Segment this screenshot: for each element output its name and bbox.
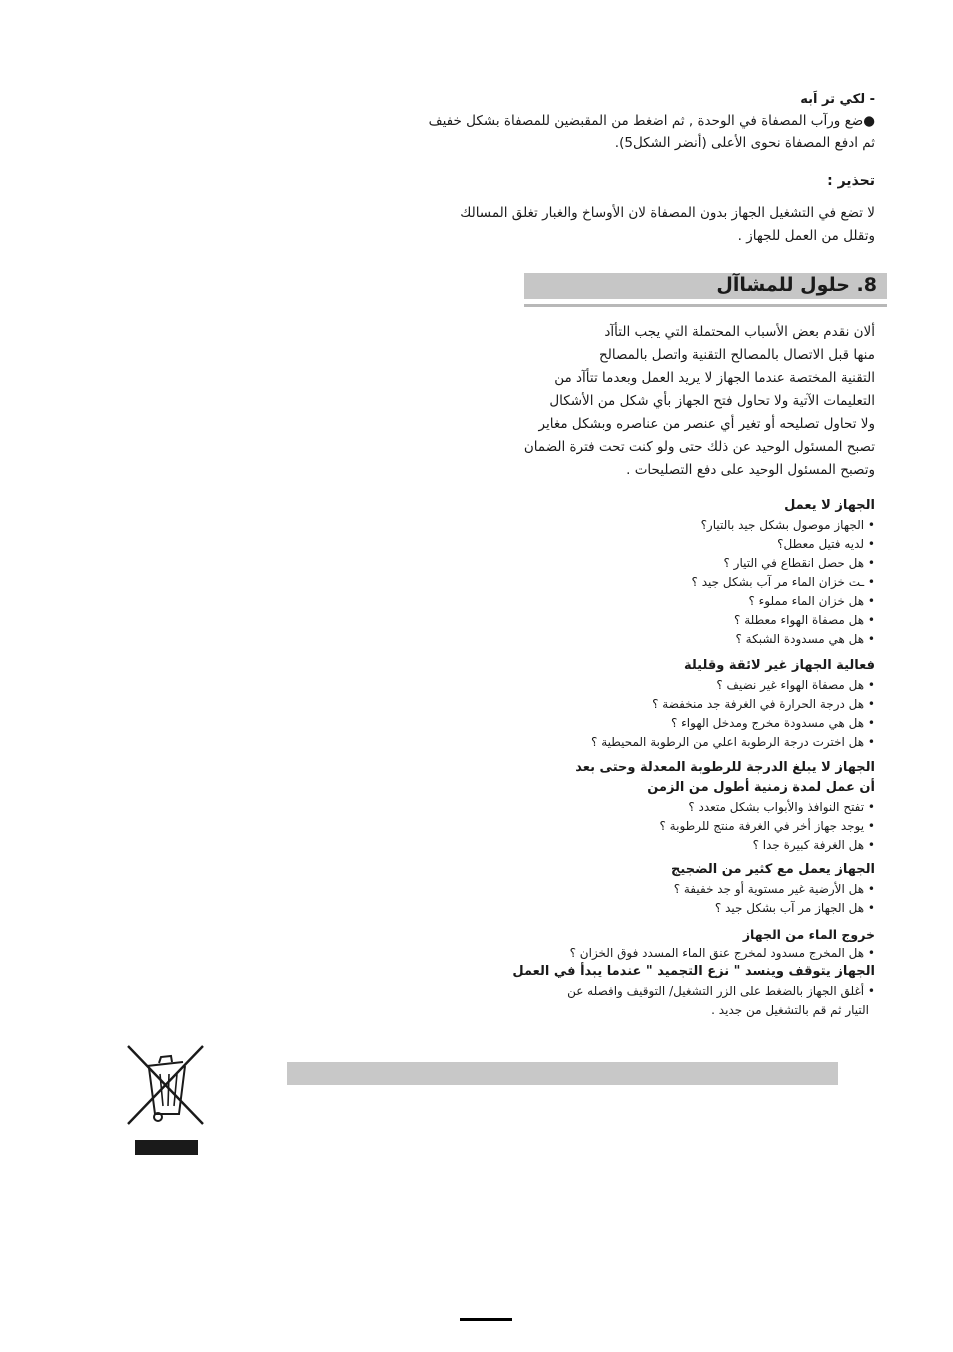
trouble-item: • هل حصل انقطاع في التيار ؟ bbox=[692, 554, 875, 573]
disposal-section-bar bbox=[287, 1062, 838, 1085]
trouble-title: الجهاز لا يبلغ الدرجة للرطوبة المعدلة وحتى بعد bbox=[575, 760, 875, 775]
trouble-title: فعالية الجهاز غير لائقة وقليلة bbox=[683, 658, 875, 673]
trouble-item-continued: التيار ثم قم بالتشغيل من جديد . bbox=[711, 1003, 869, 1017]
page-bottom-rule bbox=[460, 1318, 512, 1321]
trouble-title: خروج الماء من الجهاز bbox=[742, 927, 875, 942]
trouble-item: • هل خزان الماء مملوء ؟ bbox=[692, 592, 875, 611]
trouble-item: • هل الأرضية غير مستوية أو جد خفيفة ؟ bbox=[671, 880, 875, 899]
trouble-title-continued: أن عمل لمدة زمنية أطول من الزمن bbox=[647, 780, 875, 795]
trouble-item: • أغلق الجهاز بالضغط على الزر التشغيل/ التوقيف وافصله عن bbox=[512, 982, 875, 1001]
warning-line-1: لا تضع في التشغيل الجهاز بدون المصفاة لان الأوساخ والغبار تغلق المسالك bbox=[460, 205, 875, 221]
trouble-noise bbox=[671, 860, 875, 918]
trouble-item: • هل مصفاة الهواء غير نضيف ؟ bbox=[591, 676, 875, 695]
trouble-item: • لديه فتيل معطل؟ bbox=[692, 535, 875, 554]
section-underline bbox=[524, 304, 887, 307]
section-title: 8. حلول للمشاآل bbox=[716, 274, 877, 296]
trouble-water-leak bbox=[570, 925, 875, 963]
section-heading-bar bbox=[524, 273, 887, 299]
intro-line: منها قبل الاتصال بالمصالح التقنية واتصل بالمصالح bbox=[599, 347, 875, 363]
intro-paragraph bbox=[524, 321, 875, 482]
trouble-item: • يوجد جهاز أخر في الغرفة منتج للرطوبة ؟ bbox=[575, 817, 875, 836]
trouble-item: • ـت خزان الماء مر آب بشكل جيد ؟ bbox=[692, 573, 875, 592]
filter-install-line-2: ثم ادفع المصفاة نحوى الأعلى (أنضر الشكل5). bbox=[614, 135, 875, 151]
intro-line: التقنية المختصة عندما الجهاز لا يريد العمل وبعدما تتأآد من bbox=[554, 370, 875, 386]
trouble-item: • هل الجهاز مر آب بشكل جيد ؟ bbox=[671, 899, 875, 918]
trouble-not-working bbox=[692, 496, 875, 649]
trouble-item: • تفتح النوافذ والأبواب بشكل متعدد ؟ bbox=[575, 798, 875, 817]
trouble-item: • هل المخرج مسدود لمخرج عنق الماء المسدد فوق الخزان ؟ bbox=[570, 944, 875, 963]
intro-line: وتصبح المسئول الوحيد على دفع التصليحات . bbox=[626, 462, 875, 478]
warning-heading: تحذير : bbox=[827, 173, 875, 189]
trouble-item: • هل هي مسدودة مخرج ومدخل الهواء ؟ bbox=[591, 714, 875, 733]
trouble-item: • هل هي مسدودة الشبكة ؟ bbox=[692, 630, 875, 649]
trouble-title: الجهاز لا يعمل bbox=[784, 498, 875, 513]
trouble-defrost-stop bbox=[512, 962, 875, 1020]
trouble-item: • الجهاز موصول بشكل جيد بالتيار؟ bbox=[692, 516, 875, 535]
trouble-item: • هل الغرفة كبيرة جدا ؟ bbox=[575, 836, 875, 855]
warning-line-2: وتقلل من العمل للجهاز . bbox=[737, 228, 875, 244]
trouble-low-efficiency bbox=[591, 656, 875, 752]
warning-block bbox=[460, 170, 875, 248]
filter-install-line-1: ●ضع ورآب المصفاة في الوحدة , ثم اضغط من المقبضين للمصفاة بشكل خفيف bbox=[428, 113, 875, 129]
trouble-item: • هل درجة الحرارة في الغرفة جد منخفضة ؟ bbox=[591, 695, 875, 714]
crossed-out-wheelie-bin-icon bbox=[125, 1044, 205, 1158]
trouble-humidity-not-reached bbox=[575, 758, 875, 855]
intro-line: التعليمات الآتية ولا تحاول فتح الجهاز بأي شكل من الأشكال bbox=[549, 393, 875, 409]
trouble-item: • هل اخترت درجة الرطوبة اعلي من الرطوبة المحيطية ؟ bbox=[591, 733, 875, 752]
trouble-item: • هل مصفاة الهواء معطلة ؟ bbox=[692, 611, 875, 630]
filter-install-block bbox=[429, 90, 875, 154]
trouble-title: الجهاز يعمل مع كثير من الضجيج bbox=[671, 862, 875, 877]
intro-line: تصبح المسئول الوحيد عن ذلك حتى ولو كنت تحت فترة الضمان bbox=[523, 439, 875, 455]
trouble-title: الجهاز يتوقف وينسد " نزع التجميد " عندما يبدأ في العمل bbox=[512, 964, 875, 979]
filter-install-heading: - لكي تر اَبه bbox=[800, 92, 875, 107]
intro-line: ولا تحاول تصليحه أو تغير أي عنصر من عناصره وبشكل مغاير bbox=[538, 416, 875, 432]
intro-line: ألان نقدم بعض الأسباب المحتملة التي يجب التأآد bbox=[604, 324, 875, 340]
